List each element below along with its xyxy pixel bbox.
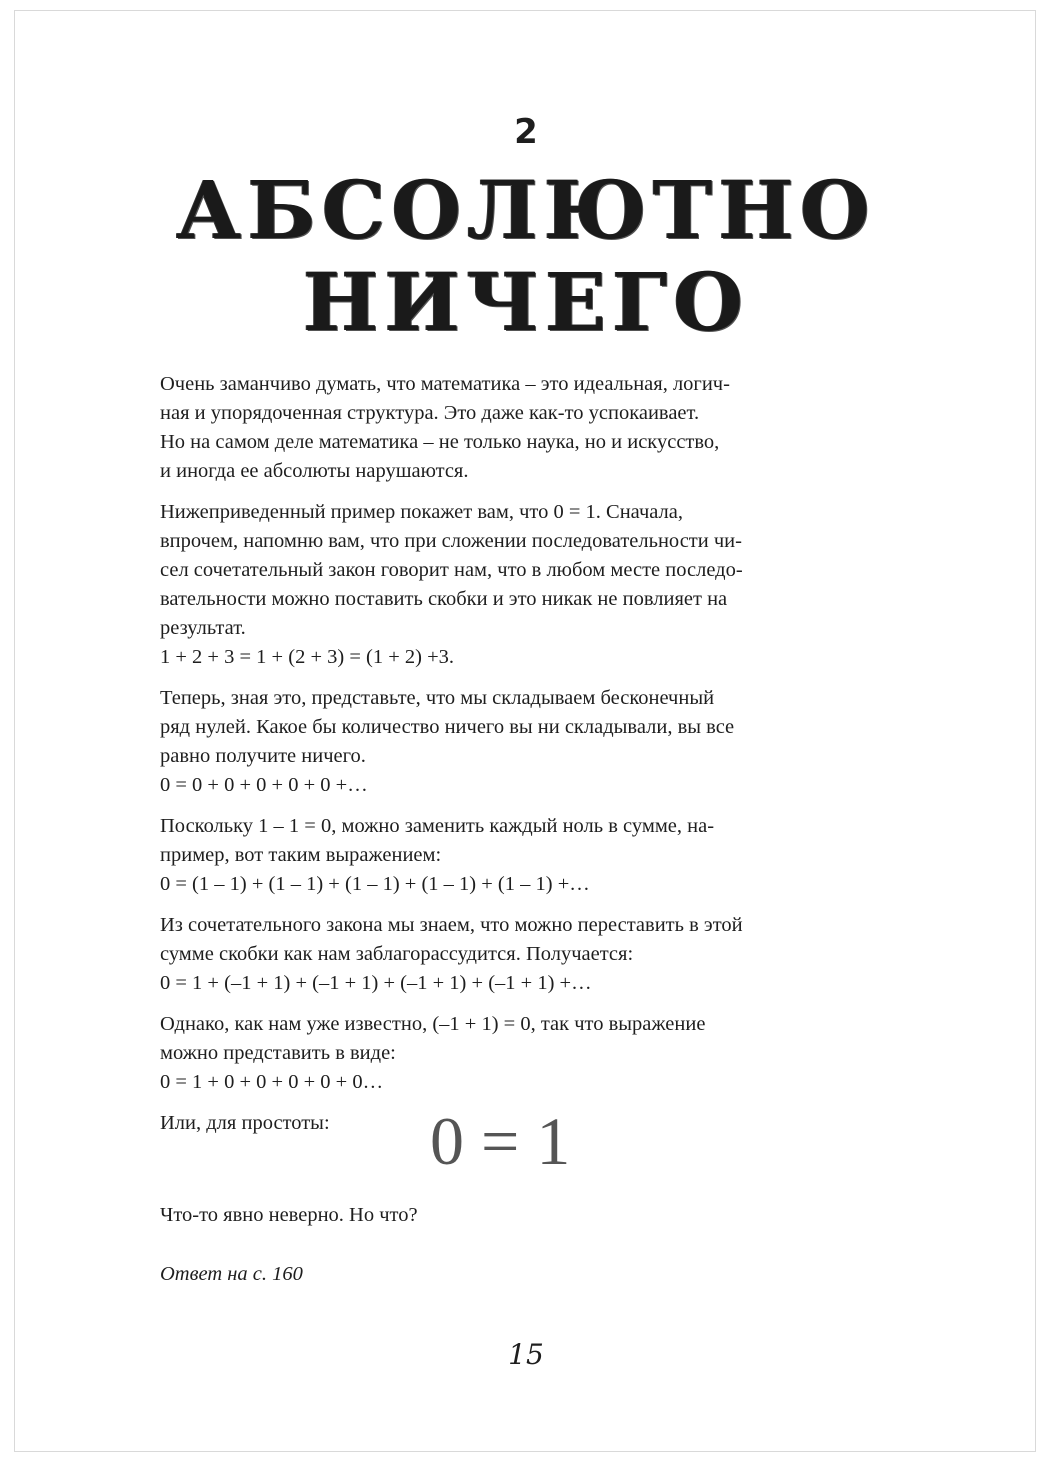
chapter-title-line-1: АБСОЛЮТНО xyxy=(176,163,876,257)
text-line: Из сочетательного закона мы знаем, что можно переставить в этой xyxy=(160,914,743,936)
text-line: и иногда ее абсолюты нарушаются. xyxy=(160,460,469,482)
text-line: ная и упорядоченная структура. Это даже как-то успокаивает. xyxy=(160,402,700,424)
text-line: ряд нулей. Какое бы количество ничего вы ни складывали, вы все xyxy=(160,716,735,738)
paragraph-2 xyxy=(160,498,870,672)
equation-line: 0 = 1 + 0 + 0 + 0 + 0 + 0… xyxy=(160,1071,384,1093)
equation-line: 1 + 2 + 3 = 1 + (2 + 3) = (1 + 2) +3. xyxy=(160,646,455,668)
text-line: впрочем, напомню вам, что при сложении последовательности чи- xyxy=(160,530,742,552)
text-line: пример, вот таким выражением: xyxy=(160,844,442,866)
page-number: 15 xyxy=(508,1338,544,1371)
text-line: сумме скобки как нам заблагорассудится. Получается: xyxy=(160,943,634,965)
paragraph-6 xyxy=(160,1010,870,1097)
chapter-body xyxy=(160,370,870,1289)
simplified-equation-row xyxy=(160,1103,870,1179)
text-line: можно представить в виде: xyxy=(160,1042,396,1064)
chapter-title-line-2: НИЧЕГО xyxy=(302,255,750,349)
big-equation: 0 = 1 xyxy=(430,1103,571,1179)
text-line: Нижеприведенный пример покажет вам, что 0 = 1. Сначала, xyxy=(160,501,684,523)
text-line: Очень заманчиво думать, что математика – это идеальная, логич- xyxy=(160,373,730,395)
text-line: равно получите ничего. xyxy=(160,745,366,767)
text-line: сел сочетательный закон говорит нам, что в любом месте последо- xyxy=(160,559,743,581)
equation-line: 0 = (1 – 1) + (1 – 1) + (1 – 1) + (1 – 1) + (1 – 1) +… xyxy=(160,873,590,895)
text-line: Поскольку 1 – 1 = 0, можно заменить каждый ноль в сумме, на- xyxy=(160,815,715,837)
text-line: Теперь, зная это, представьте, что мы складываем бесконечный xyxy=(160,687,715,709)
text-line: Однако, как нам уже известно, (–1 + 1) = 0, так что выражение xyxy=(160,1013,706,1035)
final-question: Что-то явно неверно. Но что? xyxy=(160,1204,418,1226)
text-line: вательности можно поставить скобки и это никак не повлияет на xyxy=(160,588,728,610)
text-line: Но на самом деле математика – не только наука, но и искусство, xyxy=(160,431,720,453)
equation-line: 0 = 1 + (–1 + 1) + (–1 + 1) + (–1 + 1) + (–1 + 1) +… xyxy=(160,972,592,994)
text-line: результат. xyxy=(160,617,246,639)
chapter-number: 2 xyxy=(514,112,538,152)
answer-reference: Ответ на с. 160 xyxy=(160,1263,303,1285)
paragraph-4 xyxy=(160,812,870,899)
paragraph-3 xyxy=(160,684,870,800)
paragraph-5 xyxy=(160,911,870,998)
simplify-label: Или, для простоты: xyxy=(160,1112,330,1134)
equation-line: 0 = 0 + 0 + 0 + 0 + 0 +… xyxy=(160,774,368,796)
paragraph-1 xyxy=(160,370,870,486)
